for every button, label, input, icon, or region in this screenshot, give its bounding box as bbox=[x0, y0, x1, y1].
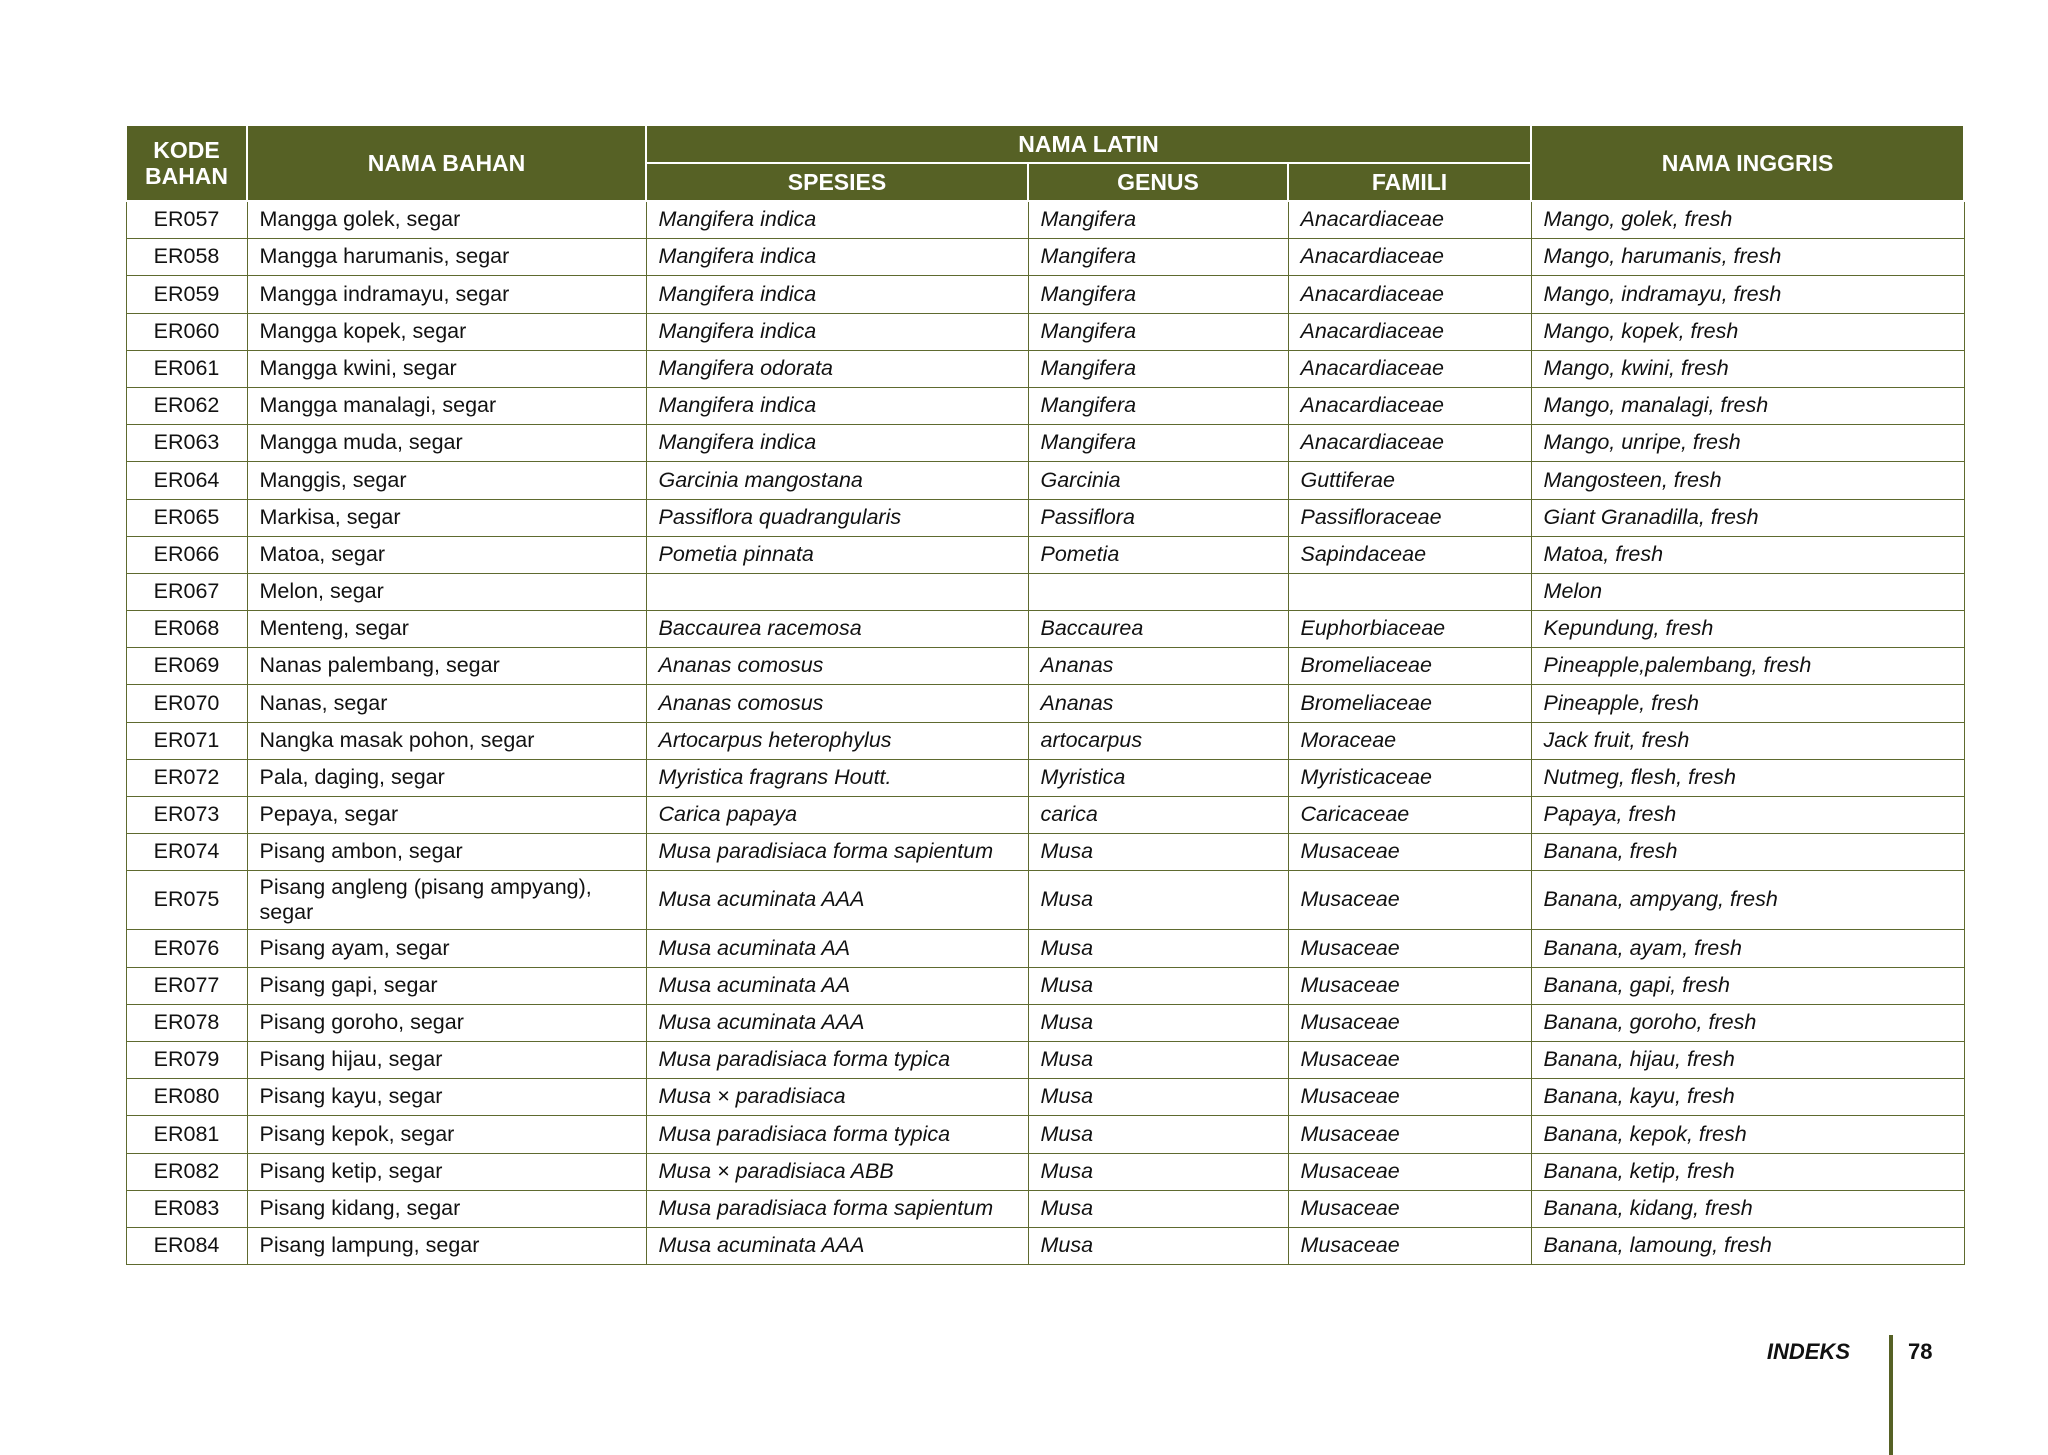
cell-genus: Musa bbox=[1028, 1041, 1288, 1078]
cell-famili: Musaceae bbox=[1288, 1153, 1531, 1190]
cell-nama-inggris: Banana, hijau, fresh bbox=[1531, 1041, 1964, 1078]
header-nama-inggris: NAMA INGGRIS bbox=[1531, 125, 1964, 201]
cell-genus: Musa bbox=[1028, 1153, 1288, 1190]
cell-genus: artocarpus bbox=[1028, 722, 1288, 759]
cell-famili: Musaceae bbox=[1288, 1227, 1531, 1264]
footer-section-label: INDEKS bbox=[1766, 1339, 1850, 1364]
cell-kode-bahan: ER069 bbox=[126, 648, 247, 685]
table-row bbox=[126, 239, 1964, 276]
table-row bbox=[126, 1004, 1964, 1041]
cell-nama-inggris: Melon bbox=[1531, 573, 1964, 610]
table-body bbox=[126, 201, 1964, 1265]
cell-nama-inggris: Mango, kwini, fresh bbox=[1531, 350, 1964, 387]
table-row bbox=[126, 834, 1964, 871]
ingredient-index-table bbox=[125, 124, 1965, 1265]
cell-kode-bahan: ER077 bbox=[126, 967, 247, 1004]
cell-kode-bahan: ER063 bbox=[126, 425, 247, 462]
cell-genus: Pometia bbox=[1028, 536, 1288, 573]
cell-famili: Euphorbiaceae bbox=[1288, 611, 1531, 648]
cell-nama-bahan: Pisang hijau, segar bbox=[247, 1041, 646, 1078]
cell-nama-inggris: Mango, manalagi, fresh bbox=[1531, 387, 1964, 424]
cell-genus: Mangifera bbox=[1028, 313, 1288, 350]
cell-spesies: Garcinia mangostana bbox=[646, 462, 1028, 499]
table-row bbox=[126, 1116, 1964, 1153]
table-row bbox=[126, 276, 1964, 313]
table-row bbox=[126, 967, 1964, 1004]
cell-spesies: Passiflora quadrangularis bbox=[646, 499, 1028, 536]
table-row bbox=[126, 930, 1964, 967]
cell-famili: Musaceae bbox=[1288, 1116, 1531, 1153]
cell-nama-inggris: Jack fruit, fresh bbox=[1531, 722, 1964, 759]
cell-famili: Passifloraceae bbox=[1288, 499, 1531, 536]
cell-spesies: Musa acuminata AAA bbox=[646, 1227, 1028, 1264]
cell-nama-bahan: Pisang lampung, segar bbox=[247, 1227, 646, 1264]
cell-genus: Musa bbox=[1028, 871, 1288, 930]
cell-nama-bahan: Pisang ambon, segar bbox=[247, 834, 646, 871]
cell-nama-bahan: Pisang kepok, segar bbox=[247, 1116, 646, 1153]
table-row bbox=[126, 1153, 1964, 1190]
cell-spesies: Mangifera indica bbox=[646, 313, 1028, 350]
cell-kode-bahan: ER074 bbox=[126, 834, 247, 871]
cell-genus: Ananas bbox=[1028, 648, 1288, 685]
cell-genus: Mangifera bbox=[1028, 350, 1288, 387]
cell-nama-bahan: Manggis, segar bbox=[247, 462, 646, 499]
cell-genus: Musa bbox=[1028, 967, 1288, 1004]
cell-spesies: Baccaurea racemosa bbox=[646, 611, 1028, 648]
cell-spesies: Musa acuminata AAA bbox=[646, 1004, 1028, 1041]
cell-nama-inggris: Banana, fresh bbox=[1531, 834, 1964, 871]
cell-nama-inggris: Mangosteen, fresh bbox=[1531, 462, 1964, 499]
cell-kode-bahan: ER081 bbox=[126, 1116, 247, 1153]
cell-kode-bahan: ER075 bbox=[126, 871, 247, 930]
header-nama-bahan: NAMA BAHAN bbox=[247, 125, 646, 201]
cell-famili: Bromeliaceae bbox=[1288, 648, 1531, 685]
cell-genus: Myristica bbox=[1028, 759, 1288, 796]
cell-nama-bahan: Pisang kidang, segar bbox=[247, 1190, 646, 1227]
header-spesies: SPESIES bbox=[646, 163, 1028, 201]
cell-kode-bahan: ER082 bbox=[126, 1153, 247, 1190]
cell-genus: Musa bbox=[1028, 834, 1288, 871]
cell-nama-inggris: Papaya, fresh bbox=[1531, 797, 1964, 834]
cell-kode-bahan: ER083 bbox=[126, 1190, 247, 1227]
cell-kode-bahan: ER072 bbox=[126, 759, 247, 796]
cell-famili bbox=[1288, 573, 1531, 610]
cell-nama-bahan: Mangga kopek, segar bbox=[247, 313, 646, 350]
cell-spesies: Musa acuminata AA bbox=[646, 930, 1028, 967]
table-row bbox=[126, 1190, 1964, 1227]
cell-spesies: Ananas comosus bbox=[646, 685, 1028, 722]
cell-nama-inggris: Banana, goroho, fresh bbox=[1531, 1004, 1964, 1041]
cell-genus: Musa bbox=[1028, 930, 1288, 967]
cell-famili: Moraceae bbox=[1288, 722, 1531, 759]
cell-nama-bahan: Pisang goroho, segar bbox=[247, 1004, 646, 1041]
cell-famili: Anacardiaceae bbox=[1288, 425, 1531, 462]
table-row bbox=[126, 536, 1964, 573]
table-header bbox=[126, 125, 1964, 201]
cell-kode-bahan: ER062 bbox=[126, 387, 247, 424]
cell-genus bbox=[1028, 573, 1288, 610]
table-row bbox=[126, 201, 1964, 239]
cell-genus: Musa bbox=[1028, 1079, 1288, 1116]
cell-genus: Mangifera bbox=[1028, 425, 1288, 462]
cell-nama-inggris: Pineapple,palembang, fresh bbox=[1531, 648, 1964, 685]
cell-nama-bahan: Mangga indramayu, segar bbox=[247, 276, 646, 313]
cell-nama-inggris: Banana, ketip, fresh bbox=[1531, 1153, 1964, 1190]
cell-famili: Anacardiaceae bbox=[1288, 201, 1531, 239]
cell-spesies: Musa paradisiaca forma typica bbox=[646, 1116, 1028, 1153]
footer-divider bbox=[1889, 1335, 1893, 1455]
header-famili: FAMILI bbox=[1288, 163, 1531, 201]
cell-spesies: Musa × paradisiaca bbox=[646, 1079, 1028, 1116]
cell-genus: carica bbox=[1028, 797, 1288, 834]
table-row bbox=[126, 499, 1964, 536]
cell-nama-inggris: Mango, kopek, fresh bbox=[1531, 313, 1964, 350]
cell-kode-bahan: ER073 bbox=[126, 797, 247, 834]
cell-nama-bahan: Matoa, segar bbox=[247, 536, 646, 573]
cell-nama-inggris: Banana, kidang, fresh bbox=[1531, 1190, 1964, 1227]
cell-famili: Musaceae bbox=[1288, 1079, 1531, 1116]
cell-nama-inggris: Nutmeg, flesh, fresh bbox=[1531, 759, 1964, 796]
cell-genus: Mangifera bbox=[1028, 201, 1288, 239]
cell-nama-inggris: Banana, kayu, fresh bbox=[1531, 1079, 1964, 1116]
cell-famili: Musaceae bbox=[1288, 1004, 1531, 1041]
table-row bbox=[126, 462, 1964, 499]
cell-spesies: Mangifera indica bbox=[646, 276, 1028, 313]
cell-nama-inggris: Mango, harumanis, fresh bbox=[1531, 239, 1964, 276]
cell-spesies: Artocarpus heterophylus bbox=[646, 722, 1028, 759]
cell-kode-bahan: ER065 bbox=[126, 499, 247, 536]
cell-genus: Ananas bbox=[1028, 685, 1288, 722]
cell-famili: Anacardiaceae bbox=[1288, 313, 1531, 350]
cell-nama-bahan: Melon, segar bbox=[247, 573, 646, 610]
cell-famili: Musaceae bbox=[1288, 930, 1531, 967]
cell-famili: Anacardiaceae bbox=[1288, 276, 1531, 313]
cell-nama-bahan: Pisang gapi, segar bbox=[247, 967, 646, 1004]
cell-nama-bahan: Pisang ketip, segar bbox=[247, 1153, 646, 1190]
cell-kode-bahan: ER060 bbox=[126, 313, 247, 350]
cell-famili: Musaceae bbox=[1288, 1190, 1531, 1227]
cell-kode-bahan: ER078 bbox=[126, 1004, 247, 1041]
cell-spesies: Musa paradisiaca forma sapientum bbox=[646, 834, 1028, 871]
cell-famili: Musaceae bbox=[1288, 834, 1531, 871]
cell-nama-bahan: Pisang kayu, segar bbox=[247, 1079, 646, 1116]
cell-nama-bahan: Nangka masak pohon, segar bbox=[247, 722, 646, 759]
cell-genus: Mangifera bbox=[1028, 276, 1288, 313]
cell-kode-bahan: ER080 bbox=[126, 1079, 247, 1116]
header-kode-bahan: KODE BAHAN bbox=[126, 125, 247, 201]
cell-nama-inggris: Banana, lamoung, fresh bbox=[1531, 1227, 1964, 1264]
cell-nama-inggris: Matoa, fresh bbox=[1531, 536, 1964, 573]
cell-nama-inggris: Pineapple, fresh bbox=[1531, 685, 1964, 722]
cell-spesies: Musa paradisiaca forma sapientum bbox=[646, 1190, 1028, 1227]
cell-spesies: Musa paradisiaca forma typica bbox=[646, 1041, 1028, 1078]
cell-nama-bahan: Nanas, segar bbox=[247, 685, 646, 722]
cell-kode-bahan: ER057 bbox=[126, 201, 247, 239]
cell-famili: Guttiferae bbox=[1288, 462, 1531, 499]
cell-nama-bahan: Mangga kwini, segar bbox=[247, 350, 646, 387]
cell-spesies: Pometia pinnata bbox=[646, 536, 1028, 573]
cell-genus: Mangifera bbox=[1028, 239, 1288, 276]
cell-kode-bahan: ER076 bbox=[126, 930, 247, 967]
cell-kode-bahan: ER059 bbox=[126, 276, 247, 313]
table-row bbox=[126, 685, 1964, 722]
cell-nama-inggris: Mango, unripe, fresh bbox=[1531, 425, 1964, 462]
table-row bbox=[126, 387, 1964, 424]
table-row bbox=[126, 648, 1964, 685]
cell-spesies: Musa acuminata AA bbox=[646, 967, 1028, 1004]
cell-nama-inggris: Banana, kepok, fresh bbox=[1531, 1116, 1964, 1153]
cell-genus: Passiflora bbox=[1028, 499, 1288, 536]
cell-famili: Anacardiaceae bbox=[1288, 387, 1531, 424]
cell-famili: Sapindaceae bbox=[1288, 536, 1531, 573]
cell-spesies: Musa × paradisiaca ABB bbox=[646, 1153, 1028, 1190]
cell-famili: Anacardiaceae bbox=[1288, 239, 1531, 276]
cell-genus: Garcinia bbox=[1028, 462, 1288, 499]
cell-genus: Musa bbox=[1028, 1227, 1288, 1264]
cell-nama-bahan: Markisa, segar bbox=[247, 499, 646, 536]
table-row bbox=[126, 797, 1964, 834]
table-row bbox=[126, 1041, 1964, 1078]
header-nama-latin: NAMA LATIN bbox=[646, 125, 1531, 163]
table-row bbox=[126, 722, 1964, 759]
cell-kode-bahan: ER061 bbox=[126, 350, 247, 387]
cell-nama-bahan: Mangga manalagi, segar bbox=[247, 387, 646, 424]
cell-kode-bahan: ER066 bbox=[126, 536, 247, 573]
cell-nama-bahan: Mangga golek, segar bbox=[247, 201, 646, 239]
table-row bbox=[126, 425, 1964, 462]
page-number: 78 bbox=[1908, 1339, 1933, 1364]
cell-spesies: Ananas comosus bbox=[646, 648, 1028, 685]
cell-nama-inggris: Kepundung, fresh bbox=[1531, 611, 1964, 648]
cell-nama-bahan: Pala, daging, segar bbox=[247, 759, 646, 796]
cell-spesies: Mangifera indica bbox=[646, 239, 1028, 276]
header-genus: GENUS bbox=[1028, 163, 1288, 201]
cell-nama-bahan: Mangga harumanis, segar bbox=[247, 239, 646, 276]
cell-kode-bahan: ER064 bbox=[126, 462, 247, 499]
cell-nama-bahan: Pisang angleng (pisang ampyang), segar bbox=[247, 871, 646, 930]
cell-famili: Musaceae bbox=[1288, 871, 1531, 930]
cell-kode-bahan: ER079 bbox=[126, 1041, 247, 1078]
cell-spesies bbox=[646, 573, 1028, 610]
cell-spesies: Mangifera odorata bbox=[646, 350, 1028, 387]
table-row bbox=[126, 313, 1964, 350]
table-row bbox=[126, 350, 1964, 387]
cell-kode-bahan: ER070 bbox=[126, 685, 247, 722]
cell-kode-bahan: ER071 bbox=[126, 722, 247, 759]
cell-nama-inggris: Banana, ampyang, fresh bbox=[1531, 871, 1964, 930]
cell-genus: Musa bbox=[1028, 1190, 1288, 1227]
cell-kode-bahan: ER068 bbox=[126, 611, 247, 648]
cell-nama-inggris: Banana, ayam, fresh bbox=[1531, 930, 1964, 967]
cell-nama-bahan: Pisang ayam, segar bbox=[247, 930, 646, 967]
cell-famili: Anacardiaceae bbox=[1288, 350, 1531, 387]
cell-genus: Mangifera bbox=[1028, 387, 1288, 424]
cell-nama-inggris: Mango, golek, fresh bbox=[1531, 201, 1964, 239]
cell-nama-bahan: Nanas palembang, segar bbox=[247, 648, 646, 685]
cell-spesies: Myristica fragrans Houtt. bbox=[646, 759, 1028, 796]
cell-famili: Myristicaceae bbox=[1288, 759, 1531, 796]
cell-famili: Musaceae bbox=[1288, 967, 1531, 1004]
cell-nama-inggris: Giant Granadilla, fresh bbox=[1531, 499, 1964, 536]
cell-kode-bahan: ER058 bbox=[126, 239, 247, 276]
table-row bbox=[126, 611, 1964, 648]
cell-kode-bahan: ER084 bbox=[126, 1227, 247, 1264]
cell-famili: Bromeliaceae bbox=[1288, 685, 1531, 722]
table-row bbox=[126, 759, 1964, 796]
cell-spesies: Mangifera indica bbox=[646, 387, 1028, 424]
table-row bbox=[126, 1079, 1964, 1116]
cell-genus: Baccaurea bbox=[1028, 611, 1288, 648]
table-row bbox=[126, 1227, 1964, 1264]
cell-kode-bahan: ER067 bbox=[126, 573, 247, 610]
cell-famili: Musaceae bbox=[1288, 1041, 1531, 1078]
cell-spesies: Musa acuminata AAA bbox=[646, 871, 1028, 930]
cell-nama-bahan: Menteng, segar bbox=[247, 611, 646, 648]
cell-nama-inggris: Banana, gapi, fresh bbox=[1531, 967, 1964, 1004]
table-row bbox=[126, 573, 1964, 610]
cell-spesies: Mangifera indica bbox=[646, 201, 1028, 239]
cell-nama-inggris: Mango, indramayu, fresh bbox=[1531, 276, 1964, 313]
cell-nama-bahan: Mangga muda, segar bbox=[247, 425, 646, 462]
cell-nama-bahan: Pepaya, segar bbox=[247, 797, 646, 834]
table-row bbox=[126, 871, 1964, 930]
cell-genus: Musa bbox=[1028, 1116, 1288, 1153]
cell-famili: Caricaceae bbox=[1288, 797, 1531, 834]
cell-spesies: Mangifera indica bbox=[646, 425, 1028, 462]
cell-genus: Musa bbox=[1028, 1004, 1288, 1041]
cell-spesies: Carica papaya bbox=[646, 797, 1028, 834]
